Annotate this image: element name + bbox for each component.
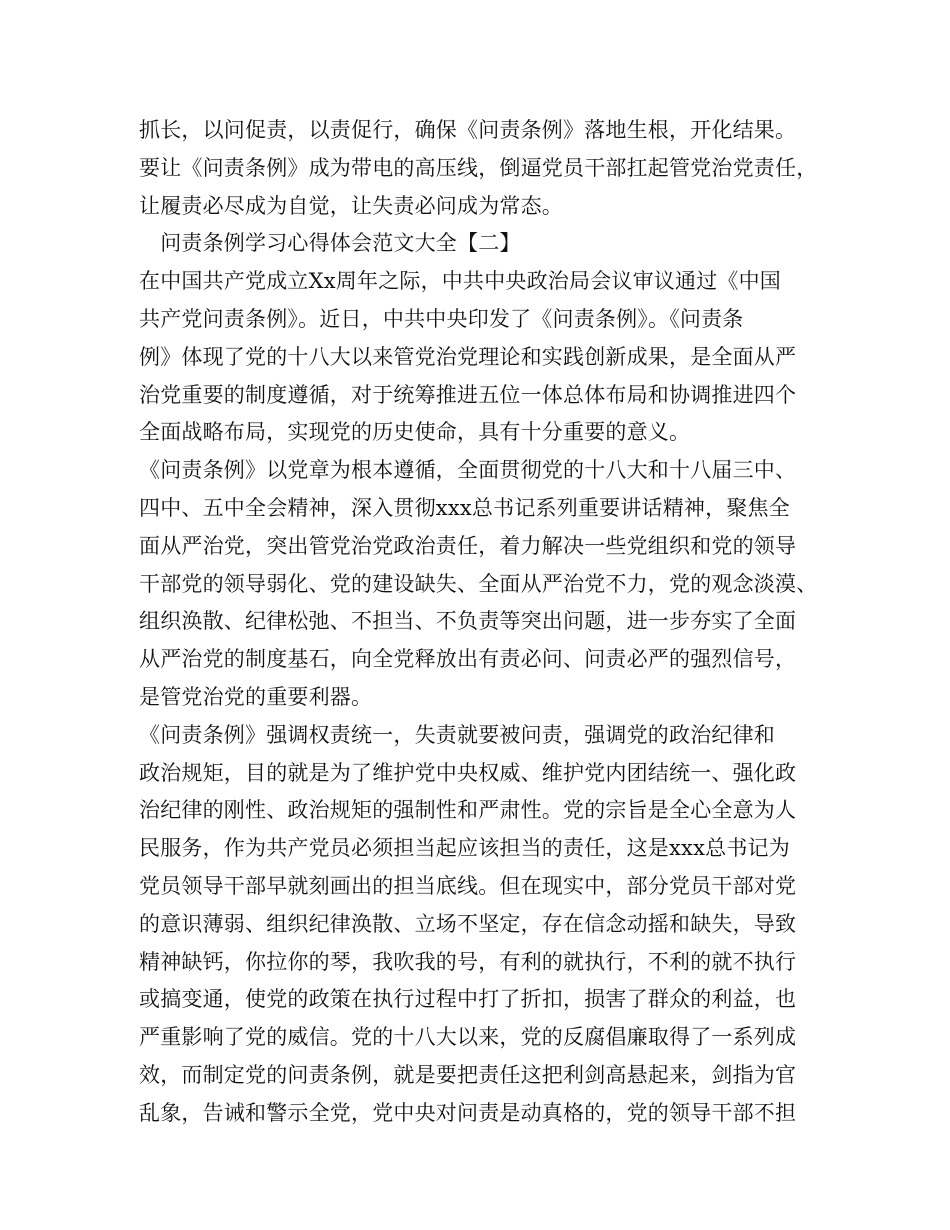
text-line: 在中国共产党成立Xx周年之际，中共中央政治局会议审议通过《中国 <box>139 269 781 294</box>
text-line: 共产党问责条例》。近日，中共中央印发了《问责条例》。《问责条 <box>139 306 744 331</box>
text-line: 乱象，告诫和警示全党，党中央对问责是动真格的，党的领导干部不担 <box>139 1100 797 1125</box>
text-line: 治党重要的制度遵循，对于统筹推进五位一体总体布局和协调推进四个 <box>139 382 797 407</box>
text-line: 民服务，作为共产党员必须担当起应该担当的责任，这是xxx总书记为 <box>139 836 790 861</box>
text-line: 党员领导干部早就刻画出的担当底线。但在现实中，部分党员干部对党 <box>139 873 797 898</box>
text-line: 政治规矩，目的就是为了维护党中央权威、维护党内团结统一、强化政 <box>139 760 797 785</box>
text-line: 严重影响了党的威信。党的十八大以来，党的反腐倡廉取得了一系列成 <box>139 1025 797 1050</box>
text-line: 《问责条例》以党章为根本遵循，全面贯彻党的十八大和十八届三中、 <box>139 458 797 483</box>
text-line: 或搞变通，使党的政策在执行过程中打了折扣，损害了群众的利益，也 <box>139 987 797 1012</box>
text-line: 四中、五中全会精神，深入贯彻xxx总书记系列重要讲话精神，聚焦全 <box>139 495 790 520</box>
text-line: 组织涣散、纪律松弛、不担当、不负责等突出问题，进一步夯实了全面 <box>139 609 797 634</box>
text-line: 的意识薄弱、组织纪律涣散、立场不坚定，存在信念动摇和缺失，导致 <box>139 911 797 936</box>
text-line: 精神缺钙，你拉你的琴，我吹我的号，有利的就执行，不利的就不执行 <box>139 949 797 974</box>
text-line: 干部党的领导弱化、党的建设缺失、全面从严治党不力，党的观念淡漠、 <box>139 571 818 596</box>
text-line: 抓长，以问促责，以责促行，确保《问责条例》落地生根，开化结果。 <box>139 118 797 142</box>
text-line: 让履责必尽成为自觉，让失责必问成为常态。 <box>139 193 563 218</box>
text-line: 全面战略布局，实现党的历史使命，具有十分重要的意义。 <box>139 420 691 445</box>
text-line: 要让《问责条例》成为带电的高压线，倒逼党员干部扛起管党治党责任， <box>139 155 818 180</box>
text-line: 从严治党的制度基石，向全党释放出有责必问、问责必严的强烈信号， <box>139 647 797 672</box>
document-body <box>139 112 839 1133</box>
section-heading: 问责条例学习心得体会范文大全【二】 <box>139 231 521 256</box>
text-line: 例》体现了党的十八大以来管党治党理论和实践创新成果，是全面从严 <box>139 344 797 369</box>
text-line: 面从严治党，突出管党治党政治责任，着力解决一些党组织和党的领导 <box>139 533 797 558</box>
text-line: 《问责条例》强调权责统一，失责就要被问责，强调党的政治纪律和 <box>139 722 775 747</box>
text-line: 是管党治党的重要利器。 <box>139 684 373 709</box>
text-line: 治纪律的刚性、政治规矩的强制性和严肃性。党的宗旨是全心全意为人 <box>139 798 797 823</box>
text-line: 效，而制定党的问责条例，就是要把责任这把利剑高悬起来，剑指为官 <box>139 1062 797 1087</box>
